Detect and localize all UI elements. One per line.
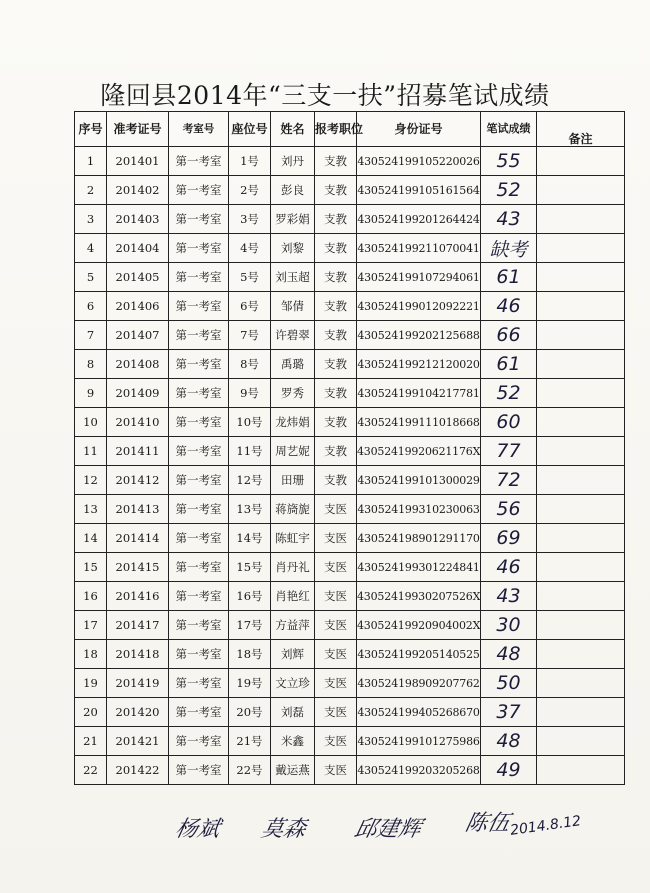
cell-seat: 15号	[229, 553, 271, 582]
cell-position: 支教	[315, 176, 357, 205]
cell-name: 刘丹	[271, 147, 315, 176]
cell-seq: 12	[75, 466, 107, 495]
cell-seat: 10号	[229, 408, 271, 437]
header-id-number: 身份证号	[357, 112, 481, 147]
table-row	[75, 350, 625, 379]
cell-remarks	[537, 640, 625, 669]
cell-position: 支医	[315, 582, 357, 611]
signature-1: 杨斌	[172, 817, 223, 842]
cell-remarks	[537, 466, 625, 495]
cell-remarks	[537, 756, 625, 785]
cell-remarks	[537, 234, 625, 263]
cell-remarks	[537, 495, 625, 524]
cell-score: 61	[481, 263, 537, 292]
header-remarks: 备注	[537, 112, 625, 147]
cell-remarks	[537, 582, 625, 611]
header-seq: 序号	[75, 112, 107, 147]
cell-score: 77	[481, 437, 537, 466]
cell-id-number: 430524199104217781	[357, 379, 481, 408]
cell-room: 第一考室	[169, 466, 229, 495]
cell-seat: 7号	[229, 321, 271, 350]
cell-seq: 13	[75, 495, 107, 524]
cell-ticket: 201422	[107, 756, 169, 785]
cell-position: 支医	[315, 553, 357, 582]
cell-seat: 12号	[229, 466, 271, 495]
cell-score: 37	[481, 698, 537, 727]
table-row	[75, 582, 625, 611]
cell-seq: 17	[75, 611, 107, 640]
cell-score: 43	[481, 205, 537, 234]
cell-name: 陈虹宇	[271, 524, 315, 553]
cell-seat: 21号	[229, 727, 271, 756]
cell-id-number: 43052419920904002X	[357, 611, 481, 640]
cell-position: 支医	[315, 640, 357, 669]
cell-position: 支教	[315, 263, 357, 292]
cell-seat: 19号	[229, 669, 271, 698]
cell-score: 48	[481, 640, 537, 669]
cell-id-number: 430524199202125688	[357, 321, 481, 350]
cell-seq: 6	[75, 292, 107, 321]
header-room: 考室号	[169, 112, 229, 147]
score-table	[74, 111, 625, 785]
cell-seat: 16号	[229, 582, 271, 611]
cell-score: 66	[481, 321, 537, 350]
cell-score: 48	[481, 727, 537, 756]
cell-name: 邹倩	[271, 292, 315, 321]
cell-ticket: 201411	[107, 437, 169, 466]
cell-remarks	[537, 524, 625, 553]
table-row	[75, 669, 625, 698]
cell-id-number: 43052419930207526X	[357, 582, 481, 611]
cell-seat: 8号	[229, 350, 271, 379]
cell-room: 第一考室	[169, 611, 229, 640]
cell-room: 第一考室	[169, 263, 229, 292]
cell-score: 30	[481, 611, 537, 640]
cell-seq: 19	[75, 669, 107, 698]
cell-position: 支教	[315, 147, 357, 176]
cell-ticket: 201412	[107, 466, 169, 495]
cell-score: 缺考	[481, 234, 537, 263]
cell-position: 支教	[315, 437, 357, 466]
cell-room: 第一考室	[169, 582, 229, 611]
cell-id-number: 430524198901291170	[357, 524, 481, 553]
cell-ticket: 201407	[107, 321, 169, 350]
cell-id-number: 430524199012092221	[357, 292, 481, 321]
cell-room: 第一考室	[169, 524, 229, 553]
cell-name: 龙炜娟	[271, 408, 315, 437]
cell-name: 许碧翠	[271, 321, 315, 350]
cell-id-number: 430524199212120020	[357, 350, 481, 379]
cell-name: 禹璐	[271, 350, 315, 379]
cell-seq: 9	[75, 379, 107, 408]
table-row	[75, 379, 625, 408]
table-row	[75, 756, 625, 785]
cell-remarks	[537, 147, 625, 176]
cell-room: 第一考室	[169, 205, 229, 234]
cell-name: 蒋旖旎	[271, 495, 315, 524]
cell-remarks	[537, 437, 625, 466]
cell-ticket: 201410	[107, 408, 169, 437]
cell-ticket: 201409	[107, 379, 169, 408]
table-row	[75, 466, 625, 495]
cell-remarks	[537, 553, 625, 582]
cell-position: 支教	[315, 350, 357, 379]
cell-seat: 17号	[229, 611, 271, 640]
cell-room: 第一考室	[169, 727, 229, 756]
table-row	[75, 263, 625, 292]
cell-ticket: 201404	[107, 234, 169, 263]
cell-ticket: 201418	[107, 640, 169, 669]
cell-seq: 16	[75, 582, 107, 611]
cell-ticket: 201419	[107, 669, 169, 698]
cell-room: 第一考室	[169, 176, 229, 205]
cell-ticket: 201403	[107, 205, 169, 234]
cell-room: 第一考室	[169, 669, 229, 698]
cell-seq: 5	[75, 263, 107, 292]
cell-seat: 6号	[229, 292, 271, 321]
cell-ticket: 201401	[107, 147, 169, 176]
cell-id-number: 430524199203205268	[357, 756, 481, 785]
cell-score: 60	[481, 408, 537, 437]
cell-seq: 20	[75, 698, 107, 727]
cell-score: 43	[481, 582, 537, 611]
cell-room: 第一考室	[169, 379, 229, 408]
cell-name: 肖丹礼	[271, 553, 315, 582]
cell-seat: 20号	[229, 698, 271, 727]
cell-id-number: 43052419920621176X	[357, 437, 481, 466]
cell-position: 支医	[315, 669, 357, 698]
cell-name: 米鑫	[271, 727, 315, 756]
header-score: 笔试成绩	[481, 112, 537, 147]
cell-remarks	[537, 292, 625, 321]
cell-id-number: 430524199107294061	[357, 263, 481, 292]
cell-seq: 21	[75, 727, 107, 756]
cell-name: 刘辉	[271, 640, 315, 669]
cell-seat: 4号	[229, 234, 271, 263]
cell-room: 第一考室	[169, 350, 229, 379]
cell-position: 支教	[315, 379, 357, 408]
cell-ticket: 201421	[107, 727, 169, 756]
cell-id-number: 430524199105161564	[357, 176, 481, 205]
table-row	[75, 698, 625, 727]
cell-room: 第一考室	[169, 408, 229, 437]
header-position: 报考职位	[315, 112, 357, 147]
cell-seq: 15	[75, 553, 107, 582]
cell-seat: 18号	[229, 640, 271, 669]
signature-date: 2014.8.12	[509, 813, 583, 839]
cell-id-number: 430524198909207762	[357, 669, 481, 698]
cell-position: 支医	[315, 611, 357, 640]
cell-seat: 3号	[229, 205, 271, 234]
table-row	[75, 553, 625, 582]
cell-position: 支教	[315, 408, 357, 437]
cell-room: 第一考室	[169, 698, 229, 727]
cell-room: 第一考室	[169, 292, 229, 321]
cell-name: 田珊	[271, 466, 315, 495]
signature-2: 莫森	[258, 817, 309, 842]
cell-remarks	[537, 379, 625, 408]
cell-score: 46	[481, 292, 537, 321]
cell-score: 61	[481, 350, 537, 379]
cell-room: 第一考室	[169, 756, 229, 785]
table-row	[75, 292, 625, 321]
cell-seat: 11号	[229, 437, 271, 466]
cell-name: 方益萍	[271, 611, 315, 640]
cell-name: 罗秀	[271, 379, 315, 408]
cell-id-number: 430524199205140525	[357, 640, 481, 669]
cell-name: 肖艳红	[271, 582, 315, 611]
cell-name: 罗彩娟	[271, 205, 315, 234]
cell-position: 支医	[315, 698, 357, 727]
cell-ticket: 201406	[107, 292, 169, 321]
cell-position: 支教	[315, 321, 357, 350]
table-row	[75, 727, 625, 756]
cell-ticket: 201408	[107, 350, 169, 379]
table-row	[75, 437, 625, 466]
cell-remarks	[537, 176, 625, 205]
cell-id-number: 430524199101275986	[357, 727, 481, 756]
header-ticket: 准考证号	[107, 112, 169, 147]
cell-position: 支教	[315, 466, 357, 495]
cell-seq: 2	[75, 176, 107, 205]
table-row	[75, 176, 625, 205]
cell-score: 50	[481, 669, 537, 698]
cell-seat: 13号	[229, 495, 271, 524]
cell-ticket: 201420	[107, 698, 169, 727]
cell-seat: 9号	[229, 379, 271, 408]
cell-score: 56	[481, 495, 537, 524]
signature-3: 邱建辉	[351, 817, 424, 842]
table-header-row	[75, 112, 625, 147]
cell-seq: 4	[75, 234, 107, 263]
table-row	[75, 321, 625, 350]
cell-ticket: 201417	[107, 611, 169, 640]
cell-id-number: 430524199105220026	[357, 147, 481, 176]
cell-seq: 8	[75, 350, 107, 379]
cell-seq: 7	[75, 321, 107, 350]
cell-id-number: 430524199111018668	[357, 408, 481, 437]
cell-position: 支医	[315, 524, 357, 553]
signature-4: 陈伍	[462, 811, 513, 836]
cell-seat: 22号	[229, 756, 271, 785]
cell-remarks	[537, 263, 625, 292]
cell-remarks	[537, 727, 625, 756]
cell-name: 戴运燕	[271, 756, 315, 785]
header-name: 姓名	[271, 112, 315, 147]
cell-position: 支教	[315, 234, 357, 263]
cell-score: 46	[481, 553, 537, 582]
cell-id-number: 430524199201264424	[357, 205, 481, 234]
cell-remarks	[537, 408, 625, 437]
cell-room: 第一考室	[169, 234, 229, 263]
cell-score: 52	[481, 176, 537, 205]
cell-room: 第一考室	[169, 553, 229, 582]
cell-seat: 2号	[229, 176, 271, 205]
table-row	[75, 640, 625, 669]
cell-ticket: 201415	[107, 553, 169, 582]
cell-id-number: 430524199301224841	[357, 553, 481, 582]
table-row	[75, 611, 625, 640]
cell-score: 49	[481, 756, 537, 785]
cell-id-number: 430524199211070041	[357, 234, 481, 263]
cell-score: 69	[481, 524, 537, 553]
cell-id-number: 430524199101300029	[357, 466, 481, 495]
cell-room: 第一考室	[169, 321, 229, 350]
cell-position: 支医	[315, 756, 357, 785]
cell-position: 支教	[315, 205, 357, 234]
cell-remarks	[537, 611, 625, 640]
cell-remarks	[537, 698, 625, 727]
cell-ticket: 201402	[107, 176, 169, 205]
cell-room: 第一考室	[169, 640, 229, 669]
cell-ticket: 201405	[107, 263, 169, 292]
cell-id-number: 430524199310230063	[357, 495, 481, 524]
cell-score: 52	[481, 379, 537, 408]
cell-seat: 1号	[229, 147, 271, 176]
cell-score: 55	[481, 147, 537, 176]
cell-seq: 3	[75, 205, 107, 234]
table-row	[75, 147, 625, 176]
cell-name: 彭良	[271, 176, 315, 205]
cell-name: 周艺妮	[271, 437, 315, 466]
table-row	[75, 234, 625, 263]
table-row	[75, 408, 625, 437]
cell-name: 刘玉超	[271, 263, 315, 292]
cell-remarks	[537, 205, 625, 234]
cell-position: 支医	[315, 495, 357, 524]
table-row	[75, 495, 625, 524]
cell-name: 刘磊	[271, 698, 315, 727]
cell-name: 文立珍	[271, 669, 315, 698]
page-title: 隆回县2014年“三支一扶”招募笔试成绩	[100, 81, 550, 110]
cell-score: 72	[481, 466, 537, 495]
cell-ticket: 201414	[107, 524, 169, 553]
cell-room: 第一考室	[169, 495, 229, 524]
cell-remarks	[537, 350, 625, 379]
cell-seat: 14号	[229, 524, 271, 553]
cell-seq: 11	[75, 437, 107, 466]
table-row	[75, 524, 625, 553]
cell-seq: 1	[75, 147, 107, 176]
cell-seq: 18	[75, 640, 107, 669]
header-seat: 座位号	[229, 112, 271, 147]
cell-seq: 14	[75, 524, 107, 553]
cell-id-number: 430524199405268670	[357, 698, 481, 727]
cell-room: 第一考室	[169, 147, 229, 176]
cell-name: 刘黎	[271, 234, 315, 263]
cell-ticket: 201416	[107, 582, 169, 611]
cell-position: 支医	[315, 727, 357, 756]
cell-remarks	[537, 321, 625, 350]
cell-ticket: 201413	[107, 495, 169, 524]
cell-seat: 5号	[229, 263, 271, 292]
cell-seq: 10	[75, 408, 107, 437]
cell-seq: 22	[75, 756, 107, 785]
cell-position: 支教	[315, 292, 357, 321]
cell-remarks	[537, 669, 625, 698]
table-row	[75, 205, 625, 234]
cell-room: 第一考室	[169, 437, 229, 466]
